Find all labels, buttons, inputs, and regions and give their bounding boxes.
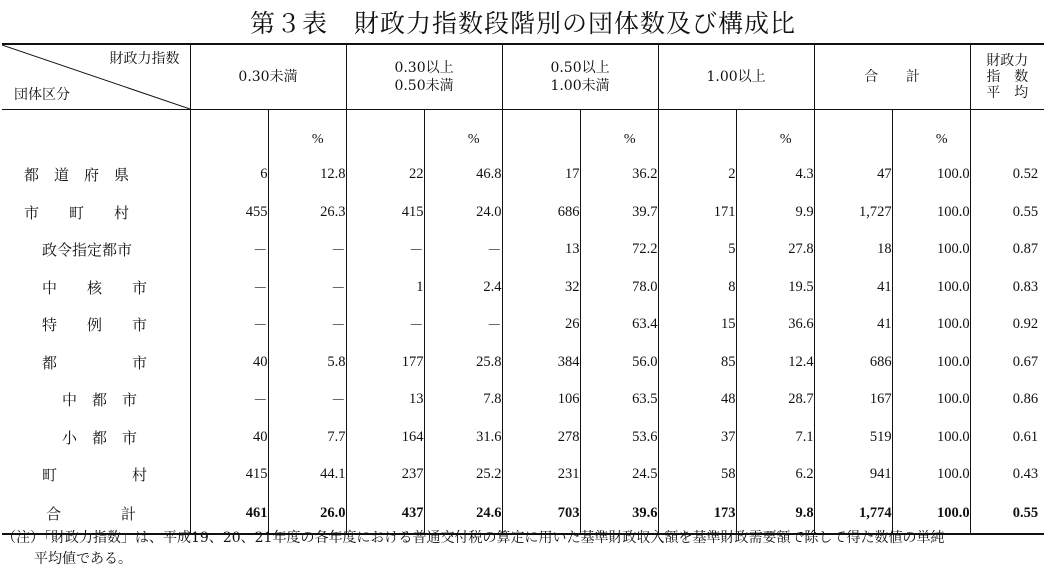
table-cell: 41 bbox=[814, 269, 892, 307]
table-cell: 437 bbox=[346, 494, 424, 534]
table-cell: 0.86 bbox=[970, 381, 1044, 419]
percent-unit-row bbox=[2, 110, 1044, 157]
table-cell: － bbox=[346, 306, 424, 344]
table-cell: 53.6 bbox=[580, 419, 658, 457]
table-cell: － bbox=[346, 231, 424, 269]
table-row bbox=[2, 381, 1044, 419]
table-cell: 26 bbox=[502, 306, 580, 344]
footnote-line-1: （注）「財政力指数」は、平成19、20、21年度の各年度における普通交付税の算定に用いた基準財政収入額を基準財政需要額で除して得た数値の単純 bbox=[2, 530, 945, 546]
table-cell: 415 bbox=[346, 194, 424, 232]
table-cell: 56.0 bbox=[580, 344, 658, 382]
table-row bbox=[2, 419, 1044, 457]
table-row bbox=[2, 156, 1044, 194]
table-cell: 455 bbox=[190, 194, 268, 232]
table-row bbox=[2, 344, 1044, 382]
table-cell: 4.3 bbox=[736, 156, 814, 194]
table-cell: 7.8 bbox=[424, 381, 502, 419]
table-cell: 384 bbox=[502, 344, 580, 382]
table-cell: 5 bbox=[658, 231, 736, 269]
table-cell: － bbox=[268, 306, 346, 344]
table-cell: 19.5 bbox=[736, 269, 814, 307]
percent-unit: % bbox=[424, 110, 502, 157]
fiscal-capacity-table bbox=[2, 43, 1044, 535]
table-row bbox=[2, 231, 1044, 269]
table-cell: － bbox=[268, 381, 346, 419]
footnote-line-2: 平均値である。 bbox=[34, 551, 132, 567]
table-cell: 44.1 bbox=[268, 456, 346, 494]
header-fiscal-index: 財政力指数 bbox=[109, 51, 180, 67]
table-cell: 100.0 bbox=[892, 419, 970, 457]
table-cell: 8 bbox=[658, 269, 736, 307]
table-cell: 2.4 bbox=[424, 269, 502, 307]
table-cell: 9.8 bbox=[736, 494, 814, 534]
table-cell: 24.5 bbox=[580, 456, 658, 494]
row-label: 特 例 市 bbox=[42, 316, 148, 335]
table-cell: 7.1 bbox=[736, 419, 814, 457]
table-cell: － bbox=[424, 231, 502, 269]
row-label: 政令指定都市 bbox=[42, 241, 133, 260]
table-cell: 0.43 bbox=[970, 456, 1044, 494]
table-cell: 231 bbox=[502, 456, 580, 494]
table-cell: 40 bbox=[190, 344, 268, 382]
table-cell: 0.83 bbox=[970, 269, 1044, 307]
table-cell: 100.0 bbox=[892, 156, 970, 194]
table-cell: 25.2 bbox=[424, 456, 502, 494]
table-cell: 6.2 bbox=[736, 456, 814, 494]
table-cell: 0.67 bbox=[970, 344, 1044, 382]
table-cell: 1,774 bbox=[814, 494, 892, 534]
table-cell: 177 bbox=[346, 344, 424, 382]
table-cell: 31.6 bbox=[424, 419, 502, 457]
table-cell: 100.0 bbox=[892, 231, 970, 269]
table-cell: 100.0 bbox=[892, 456, 970, 494]
row-label: 市 町 村 bbox=[24, 203, 130, 222]
table-cell: 63.4 bbox=[580, 306, 658, 344]
table-cell: 18 bbox=[814, 231, 892, 269]
table-cell: 461 bbox=[190, 494, 268, 534]
table-cell: 39.6 bbox=[580, 494, 658, 534]
table-cell: 27.8 bbox=[736, 231, 814, 269]
table-cell: 28.7 bbox=[736, 381, 814, 419]
header-average-index: 財政力 指 数 平 均 bbox=[970, 44, 1044, 110]
table-cell: 17 bbox=[502, 156, 580, 194]
table-cell: 7.7 bbox=[268, 419, 346, 457]
table-cell: 46.8 bbox=[424, 156, 502, 194]
table-cell: － bbox=[190, 231, 268, 269]
table-cell: 36.2 bbox=[580, 156, 658, 194]
table-cell: 85 bbox=[658, 344, 736, 382]
header-030-050: 0.30以上 0.50未満 bbox=[346, 44, 502, 110]
row-label: 合 計 bbox=[2, 494, 190, 534]
row-label: 都 市 bbox=[42, 353, 148, 372]
table-cell: 167 bbox=[814, 381, 892, 419]
header-050-100: 0.50以上 1.00未満 bbox=[502, 44, 658, 110]
table-cell: 6 bbox=[190, 156, 268, 194]
table-cell: 26.3 bbox=[268, 194, 346, 232]
header-total: 合 計 bbox=[814, 44, 970, 110]
table-cell: 686 bbox=[814, 344, 892, 382]
header-under-030: 0.30未満 bbox=[190, 44, 346, 110]
table-row bbox=[2, 456, 1044, 494]
header-over-100: 1.00以上 bbox=[658, 44, 814, 110]
table-cell: － bbox=[424, 306, 502, 344]
table-cell: 48 bbox=[658, 381, 736, 419]
table-cell: 100.0 bbox=[892, 381, 970, 419]
table-row bbox=[2, 306, 1044, 344]
table-cell: 519 bbox=[814, 419, 892, 457]
row-label: 中 核 市 bbox=[42, 278, 148, 297]
table-cell: 1 bbox=[346, 269, 424, 307]
row-label: 中 都 市 bbox=[62, 391, 138, 410]
table-cell: 37 bbox=[658, 419, 736, 457]
table-cell: 703 bbox=[502, 494, 580, 534]
table-cell: 25.8 bbox=[424, 344, 502, 382]
footnote bbox=[2, 528, 1046, 570]
table-cell: 278 bbox=[502, 419, 580, 457]
table-cell: 237 bbox=[346, 456, 424, 494]
table-cell: 415 bbox=[190, 456, 268, 494]
table-cell: 32 bbox=[502, 269, 580, 307]
header-group-category: 団体区分 bbox=[14, 87, 70, 103]
table-row bbox=[2, 194, 1044, 232]
percent-unit: % bbox=[892, 110, 970, 157]
table-cell: － bbox=[190, 269, 268, 307]
table-cell: 100.0 bbox=[892, 269, 970, 307]
table-row bbox=[2, 269, 1044, 307]
table-cell: 5.8 bbox=[268, 344, 346, 382]
table-cell: 12.4 bbox=[736, 344, 814, 382]
table-cell: 100.0 bbox=[892, 306, 970, 344]
table-cell: 36.6 bbox=[736, 306, 814, 344]
table-cell: 12.8 bbox=[268, 156, 346, 194]
table-cell: 0.52 bbox=[970, 156, 1044, 194]
table-cell: 58 bbox=[658, 456, 736, 494]
table-cell: 24.0 bbox=[424, 194, 502, 232]
table-cell: 39.7 bbox=[580, 194, 658, 232]
table-cell: 41 bbox=[814, 306, 892, 344]
table-cell: 47 bbox=[814, 156, 892, 194]
table-cell: 72.2 bbox=[580, 231, 658, 269]
table-cell: 24.6 bbox=[424, 494, 502, 534]
table-cell: 22 bbox=[346, 156, 424, 194]
table-cell: － bbox=[268, 269, 346, 307]
table-cell: 9.9 bbox=[736, 194, 814, 232]
table-title: 第３表 財政力指数段階別の団体数及び構成比 bbox=[249, 9, 796, 38]
table-cell: 100.0 bbox=[892, 194, 970, 232]
table-cell: 0.55 bbox=[970, 494, 1044, 534]
table-cell: － bbox=[268, 231, 346, 269]
table-cell: 15 bbox=[658, 306, 736, 344]
table-cell: 1,727 bbox=[814, 194, 892, 232]
table-cell: 0.61 bbox=[970, 419, 1044, 457]
table-cell: 26.0 bbox=[268, 494, 346, 534]
table-cell: 40 bbox=[190, 419, 268, 457]
table-cell: 0.55 bbox=[970, 194, 1044, 232]
percent-unit: % bbox=[580, 110, 658, 157]
table-cell: 941 bbox=[814, 456, 892, 494]
row-label: 都 道 府 県 bbox=[24, 166, 130, 185]
table-cell: 100.0 bbox=[892, 344, 970, 382]
table-cell: 173 bbox=[658, 494, 736, 534]
table-cell: 164 bbox=[346, 419, 424, 457]
table-cell: 13 bbox=[502, 231, 580, 269]
table-cell: 78.0 bbox=[580, 269, 658, 307]
table-cell: 0.87 bbox=[970, 231, 1044, 269]
percent-unit: % bbox=[736, 110, 814, 157]
table-cell: － bbox=[190, 306, 268, 344]
table-cell: 100.0 bbox=[892, 494, 970, 534]
row-label: 小 都 市 bbox=[62, 428, 138, 447]
table-cell: 2 bbox=[658, 156, 736, 194]
table-cell: 106 bbox=[502, 381, 580, 419]
table-cell: 63.5 bbox=[580, 381, 658, 419]
table-cell: 13 bbox=[346, 381, 424, 419]
header-corner bbox=[2, 44, 190, 110]
row-label: 町 村 bbox=[42, 466, 148, 485]
table-cell: 0.92 bbox=[970, 306, 1044, 344]
percent-unit: % bbox=[268, 110, 346, 157]
table-cell: 686 bbox=[502, 194, 580, 232]
table-cell: － bbox=[190, 381, 268, 419]
table-cell: 171 bbox=[658, 194, 736, 232]
